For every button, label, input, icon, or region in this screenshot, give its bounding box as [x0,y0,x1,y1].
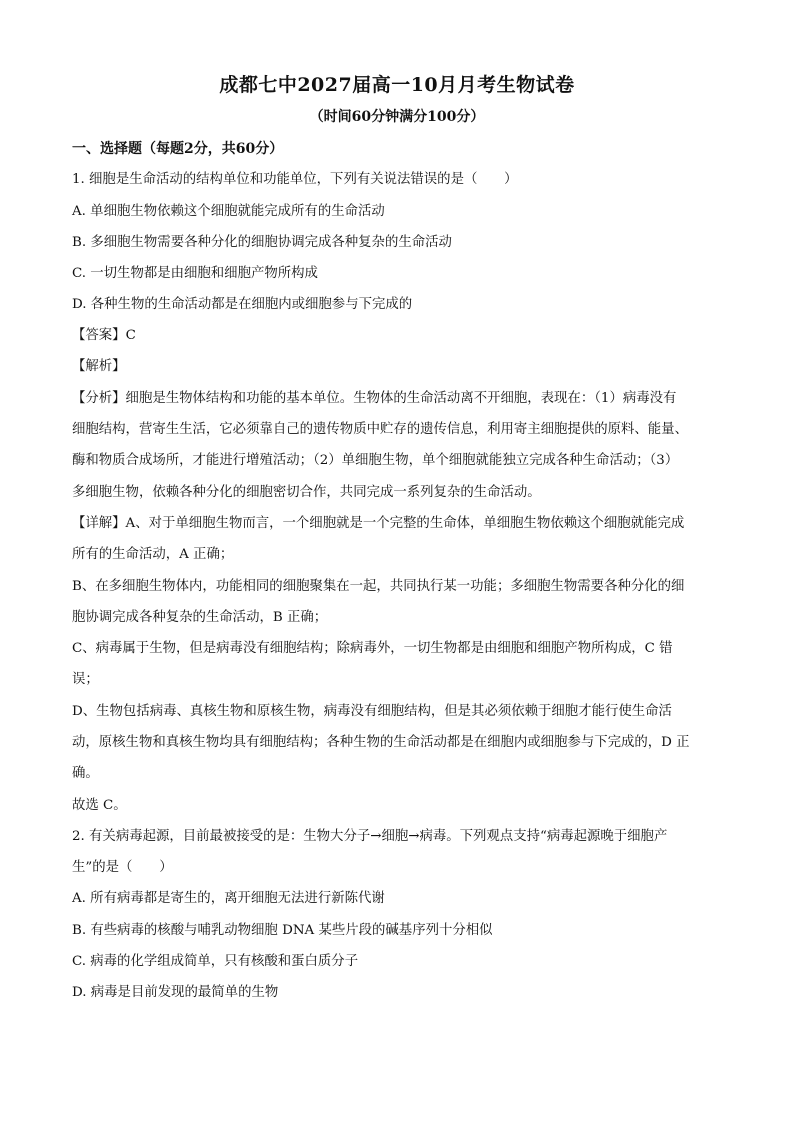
q2-stem-line: 生”的是（ ） [72,860,173,875]
q1-xiangjie-line: B、在多细胞生物体内，功能相同的细胞聚集在一起，共同执行某一功能；多细胞生物需要各种分化的细 [72,579,685,594]
exam-subtitle: （时间60分钟满分100分） [309,109,485,125]
q1-analysis-label: 【解析】 [72,359,126,374]
q1-option-b: B. 多细胞生物需要各种分化的细胞协调完成各种复杂的生命活动 [72,235,452,250]
q1-option-d: D. 各种生物的生命活动都是在细胞内或细胞参与下完成的 [72,297,413,312]
q1-xiangjie-line: 误； [72,672,99,687]
q2-option-b: B. 有些病毒的核酸与哺乳动物细胞 DNA 某些片段的碱基序列十分相似 [72,923,493,938]
q1-option-a: A. 单细胞生物依赖这个细胞就能完成所有的生命活动 [72,204,385,219]
answer-label: 【答案】 [72,328,126,343]
answer-value: C [125,328,136,343]
q1-xiangjie-line: 【详解】A、对于单细胞生物而言，一个细胞就是一个完整的生命体，单细胞生物依赖这个细胞就能完成 [72,516,685,531]
q2-option-a: A. 所有病毒都是寄生的，离开细胞无法进行新陈代谢 [72,891,385,906]
q2-option-d: D. 病毒是目前发现的最简单的生物 [72,985,279,1000]
q1-xiangjie-line: 动，原核生物和真核生物均具有细胞结构；各种生物的生命活动都是在细胞内或细胞参与下完成的，D 正 [72,735,690,750]
q1-answer [72,327,136,345]
q1-stem: 1. 细胞是生命活动的结构单位和功能单位，下列有关说法错误的是（ ） [72,172,518,187]
q2-option-c: C. 病毒的化学组成简单，只有核酸和蛋白质分子 [72,954,359,969]
q1-xiangjie-line: 胞协调完成各种复杂的生命活动，B 正确； [72,610,328,625]
section-heading: 一、选择题（每题2分，共60分） [72,141,284,157]
q1-fenxi-line: 酶和物质合成场所，才能进行增殖活动；（2）单细胞生物，单个细胞就能独立完成各种生命活动；（3） [72,453,679,468]
q1-conclusion: 故选 C。 [72,798,127,813]
q1-xiangjie-line: 确。 [72,766,99,781]
q1-fenxi-line: 细胞结构，营寄生生活，它必须靠自己的遗传物质中贮存的遗传信息，利用寄主细胞提供的原料、能量、 [72,422,688,437]
exam-title: 成都七中2027届高一10月月考生物试卷 [219,74,575,96]
q1-xiangjie-line: D、生物包括病毒、真核生物和原核生物，病毒没有细胞结构，但是其必须依赖于细胞才能行使生命活 [72,704,672,719]
q1-xiangjie-line: 所有的生命活动，A 正确； [72,547,234,562]
q1-option-c: C. 一切生物都是由细胞和细胞产物所构成 [72,266,318,281]
q1-fenxi-line: 多细胞生物，依赖各种分化的细胞密切合作，共同完成一系列复杂的生命活动。 [72,485,541,500]
q1-fenxi-line: 【分析】细胞是生物体结构和功能的基本单位。生物体的生命活动离不开细胞，表现在：（1）病毒没有 [72,391,677,406]
q1-xiangjie-line: C、病毒属于生物，但是病毒没有细胞结构；除病毒外，一切生物都是由细胞和细胞产物所构成，C 错 [72,641,673,656]
q2-stem-line: 2. 有关病毒起源，目前最被接受的是：生物大分子→细胞→病毒。下列观点支持“病毒起源晚于细胞产 [72,829,668,844]
